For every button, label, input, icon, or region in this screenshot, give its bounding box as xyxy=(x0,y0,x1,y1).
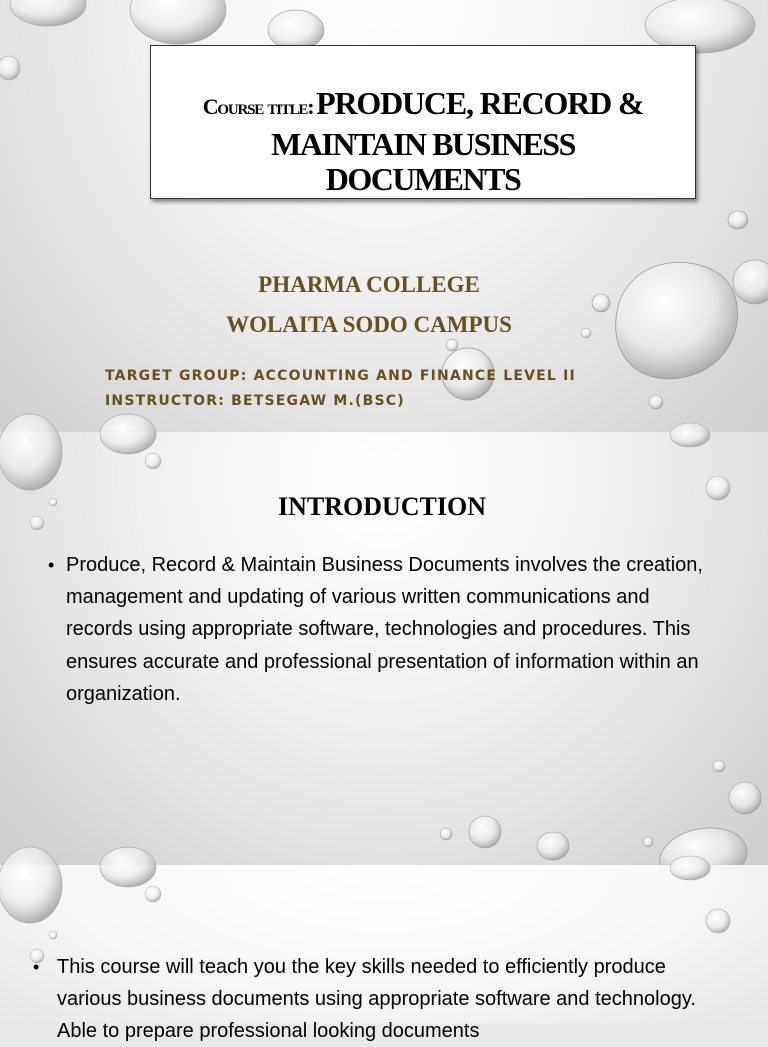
instructor: INSTRUCTOR: BETSEGAW M.(BSC) xyxy=(105,393,405,409)
course-title-prefix: Course title: xyxy=(202,94,314,119)
course-title-main-2: MAINTAIN BUSINESS xyxy=(271,126,575,162)
target-group: TARGET GROUP: ACCOUNTING AND FINANCE LEVEL II xyxy=(105,368,576,384)
introduction-bullet xyxy=(48,549,708,710)
college-name: PHARMA COLLEGE xyxy=(258,272,480,297)
course-title-box xyxy=(150,45,696,199)
course-overview-bullet xyxy=(33,951,733,1047)
course-title-main-1: PRODUCE, RECORD & xyxy=(316,85,644,121)
campus-name: WOLAITA SODO CAMPUS xyxy=(226,312,512,337)
slide-course-overview xyxy=(0,865,768,1042)
slide-title xyxy=(0,0,768,432)
bullet-marker: • xyxy=(33,957,40,977)
introduction-heading: INTRODUCTION xyxy=(277,492,487,521)
bullet-marker: • xyxy=(48,555,55,575)
introduction-text: Produce, Record & Maintain Business Documents involves the creation, management and updating of various written communications and records using appropriate software, technologies and procedures. This ensures accurate and professional presentation of information within an organization. xyxy=(66,554,703,705)
course-title-line1 xyxy=(151,86,695,127)
slide-introduction xyxy=(0,432,768,865)
course-overview-text: This course will teach you the key skills needed to efficiently produce various business documents using appropriate software and technology. Able to prepare professional looking documents xyxy=(57,956,696,1042)
course-title-main-3: DOCUMENTS xyxy=(325,161,521,197)
